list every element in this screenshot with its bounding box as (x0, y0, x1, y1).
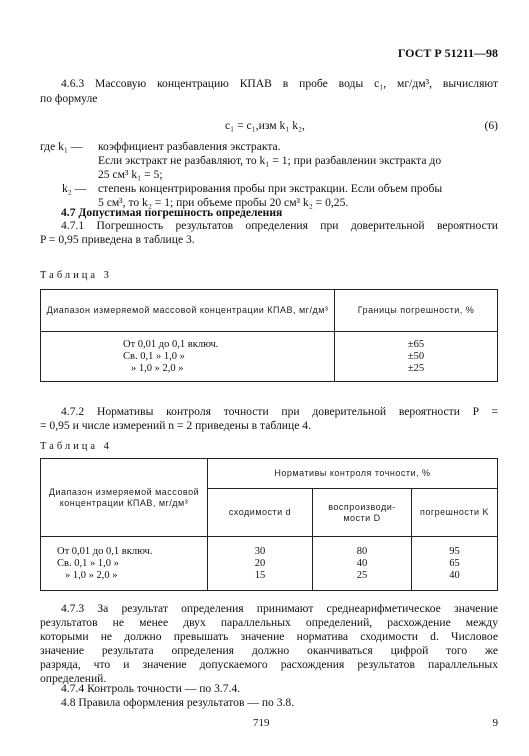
paragraph-463-line1: 4.6.3 Массовую концентрацию КПАВ в пробе воды c₁, мг/дм³, вычисляют (61, 77, 498, 90)
paragraph-473-line5: разряда, что и значение допускаемого расхождения результатов параллельных (40, 658, 498, 671)
formula-6: c₁ = c₁,изм k₁ k₂, (225, 119, 305, 132)
where-k1-line1: коэффициент разбавления экстракта. (98, 140, 281, 153)
table4-group-header: Нормативы контроля точности, % (208, 459, 498, 489)
page-number-right: 9 (492, 717, 498, 729)
table4-subheader-K: погрешности K (412, 489, 498, 537)
paragraph-473-line2: результатов не менее двух параллельных определений, расхождение между (40, 616, 498, 629)
table3-range-1: От 0,01 до 0,1 включ. (123, 338, 219, 350)
table4-col1-header: Диапазон измеряемой массовой концентрации КПАВ, мг/дм³ (41, 459, 208, 537)
table3-col2-header: Границы погрешности, % (335, 290, 498, 332)
document-header: ГОСТ Р 51211—98 (397, 46, 498, 60)
formula-number: (6) (484, 119, 498, 132)
table3-value-2: ±50 (407, 350, 425, 362)
paragraph-471-line1: 4.7.1 Погрешность результатов определения при доверительной вероятности (61, 219, 498, 232)
table4-D-1: 80 (356, 545, 368, 557)
table3-range-2: Св. 0,1 » 1,0 » (123, 350, 185, 362)
table3-value-1: ±65 (407, 338, 425, 350)
paragraph-463-line2: по формуле (40, 92, 98, 105)
table4-D-3: 25 (356, 569, 368, 581)
where-k2-line2: 5 см³, то k₂ = 1; при объеме пробы 20 см³ k₂ = 0,25. (98, 196, 349, 209)
table3-caption: Таблица 3 (40, 270, 112, 281)
table4-K-2: 65 (449, 557, 460, 569)
where-k1-line3: 25 см³ k₁ = 5; (98, 168, 163, 181)
table3-col1-header: Диапазон измеряемой массовой концентрации КПАВ, мг/дм³ (41, 290, 335, 332)
table3-range-3: » 1,0 » 2,0 » (131, 362, 184, 374)
table4-subheader-D: воспроизводи-мости D (313, 489, 412, 537)
paragraph-473 (40, 602, 498, 686)
paragraph-473-line6: определений. (40, 672, 107, 685)
table4-d-3: 15 (254, 569, 266, 581)
paragraph-472-line2: = 0,95 и числе измерений n = 2 приведены в таблице 4. (40, 419, 311, 432)
where-k2-line1: степень концентрирования пробы при экстракции. Если объем пробы (98, 182, 443, 195)
paragraph-474: 4.7.4 Контроль точности — по 3.7.4. (61, 682, 241, 695)
table4-d-1: 30 (254, 545, 266, 557)
section-heading-47: 4.7 Допустимая погрешность определения (61, 206, 283, 219)
paragraph-472-line1: 4.7.2 Нормативы контроля точности при доверительной вероятности P = (61, 405, 498, 418)
table4-d-2: 20 (254, 557, 266, 569)
table4-D-2: 40 (356, 557, 368, 569)
page-number-center: 719 (253, 717, 270, 729)
where-k1-symbol: где k₁ — (40, 140, 83, 153)
table-4 (40, 458, 498, 591)
table4-K-3: 40 (449, 569, 460, 581)
table4-K-1: 95 (449, 545, 460, 557)
paragraph-473-line4: значение результата определения должно оканчиваться цифрой того же (40, 644, 498, 657)
table3-value-3: ±25 (407, 362, 425, 374)
paragraph-473-line1: 4.7.3 За результат определения принимают среднеарифметическое значение (61, 602, 498, 615)
paragraph-48: 4.8 Правила оформления результатов — по 3.8. (61, 696, 295, 709)
table4-subheader-d: сходимости d (208, 489, 313, 537)
paragraph-473-line3: которыми не должно превышать значение норматива сходимости d. Числовое (40, 630, 498, 643)
table4-range-1: От 0,01 до 0,1 включ. (57, 545, 153, 557)
where-k1-line2: Если экстракт не разбавляют, то k₁ = 1; при разбавлении экстракта до (98, 154, 442, 167)
paragraph-471-line2: P = 0,95 приведена в таблице 3. (40, 233, 195, 246)
where-k2-symbol: k₂ — (62, 182, 87, 195)
table4-range-2: Св. 0,1 » 1,0 » (57, 557, 119, 569)
table-3 (40, 289, 498, 382)
table4-range-3: » 1,0 » 2,0 » (65, 569, 118, 581)
table4-caption: Таблица 4 (40, 441, 112, 452)
